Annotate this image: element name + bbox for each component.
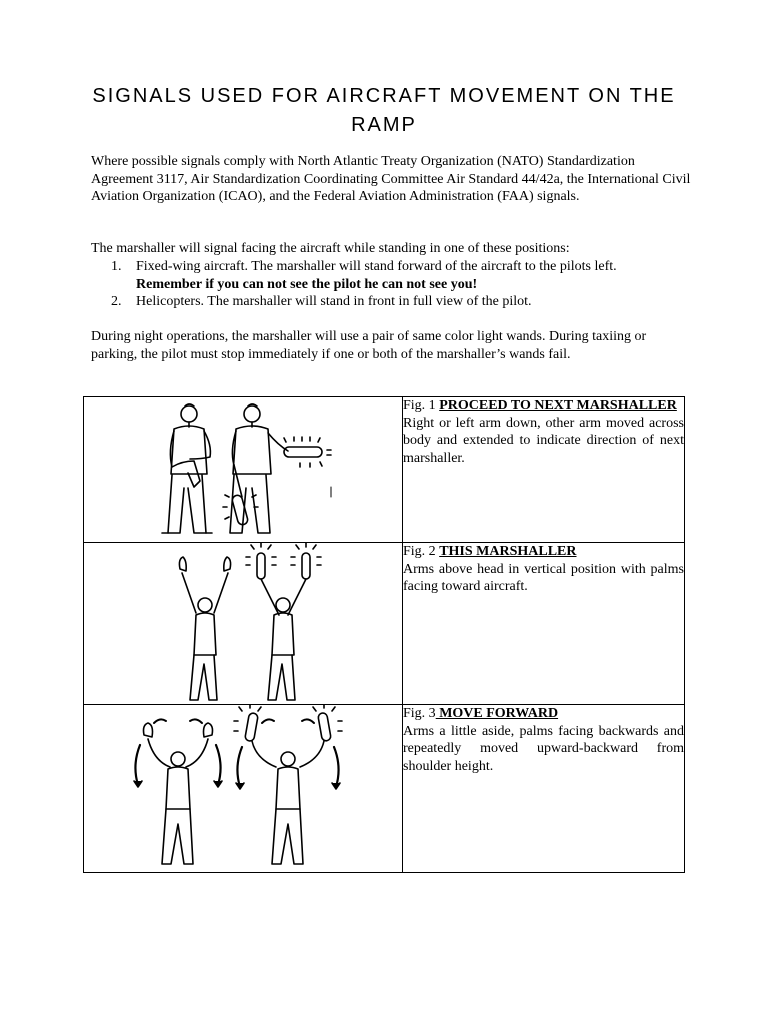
page-title: SIGNALS USED FOR AIRCRAFT MOVEMENT ON THE RAMP xyxy=(92,85,676,136)
figure-heading xyxy=(403,705,684,723)
figure-text-cell xyxy=(403,705,685,873)
list-item xyxy=(91,293,691,311)
intro-paragraph: Where possible signals comply with North Atlantic Treaty Organization (NATO) Standardization Agreement 3117, Air Standardization Coordinating Committee Air Standard 44/42a, the International Civil Aviation Organization (ICAO), and the Federal Aviation Administration (FAA) signals. xyxy=(91,154,691,204)
figure-text-cell xyxy=(403,543,685,705)
figure-image-cell xyxy=(84,705,403,873)
positions-list xyxy=(91,258,691,311)
marshaller-forward-illustration xyxy=(84,705,402,872)
signals-table xyxy=(83,396,685,873)
list-item-text: Fixed-wing aircraft. The marshaller will stand forward of the aircraft to the pilots left. xyxy=(136,259,617,274)
list-number: 2. xyxy=(111,294,122,309)
list-number: 1. xyxy=(111,259,122,274)
figure-title: MOVE FORWARD xyxy=(435,706,559,721)
positions-intro: The marshaller will signal facing the aircraft while standing in one of these positions: xyxy=(91,241,570,256)
figure-title: THIS MARSHALLER xyxy=(439,544,577,559)
figure-heading xyxy=(403,543,684,561)
list-item xyxy=(91,258,691,293)
figure-description: Arms above head in vertical position with palms facing toward aircraft. xyxy=(403,561,684,594)
figure-label: Fig. 3 xyxy=(403,706,436,721)
figure-image-cell xyxy=(84,543,403,705)
list-item-text: Helicopters. The marshaller will stand in front in full view of the pilot. xyxy=(136,294,532,309)
figure-description: Right or left arm down, other arm moved across body and extended to indicate direction of next marshaller. xyxy=(403,415,684,466)
table-row xyxy=(84,397,685,543)
marshaller-proceed-illustration xyxy=(84,397,402,542)
table-row xyxy=(84,705,685,873)
figure-label: Fig. 1 xyxy=(403,398,440,413)
marshaller-this-illustration xyxy=(84,543,402,704)
night-paragraph: During night operations, the marshaller will use a pair of same color light wands. During taxiing or parking, the pilot must stop immediately if one or both of the marshaller’s wands fail. xyxy=(91,329,647,362)
figure-heading xyxy=(403,397,684,415)
figure-image-cell xyxy=(84,397,403,543)
list-item-warning: Remember if you can not see the pilot he can not see you! xyxy=(136,276,478,292)
figure-label: Fig. 2 xyxy=(403,544,440,559)
table-row xyxy=(84,543,685,705)
figure-description: Arms a little aside, palms facing backwards and repeatedly moved upward-backward from shoulder height. xyxy=(403,723,684,774)
figure-text-cell xyxy=(403,397,685,543)
figure-title: PROCEED TO NEXT MARSHALLER xyxy=(439,398,677,413)
